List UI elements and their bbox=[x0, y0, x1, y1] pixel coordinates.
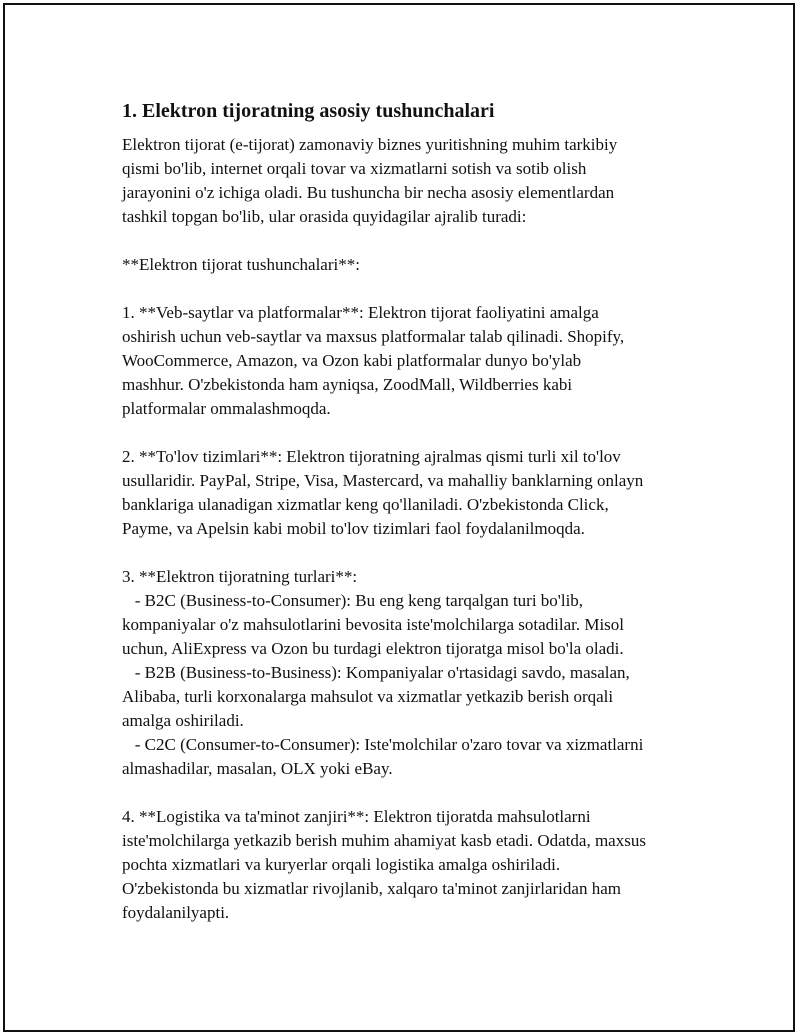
section-label: **Elektron tijorat tushunchalari**: bbox=[122, 255, 360, 274]
document-body bbox=[122, 97, 702, 925]
spacer bbox=[122, 541, 702, 565]
spacer bbox=[122, 277, 702, 301]
list-item-logistics: 4. **Logistika va ta'minot zanjiri**: Elektron tijoratda mahsulotlarni iste'molchilarga yetkazib berish muhim ahamiyat kasb etadi. Odatda, maxsus pochta xizmatlari va kuryerlar orqali logistika amalga oshiriladi. O'zbekistonda bu xizmatlar rivojlanib, xalqaro ta'minot zanjirlaridan ham foydalanilyapti. bbox=[122, 807, 646, 922]
spacer bbox=[122, 781, 702, 805]
page-frame bbox=[3, 3, 795, 1032]
document-title: 1. Elektron tijoratning asosiy tushunchalari bbox=[122, 100, 495, 122]
spacer bbox=[122, 421, 702, 445]
list-item-types: 3. **Elektron tijoratning turlari**: - B2C (Business-to-Consumer): Bu eng keng tarqalgan turi bo'lib, kompaniyalar o'z mahsulotlarini bevosita iste'molchilarga sotadilar. Misol uchun, AliExpress va Ozon bu turdagi elektron tijoratga misol bo'la oladi. - B2B (Business-to-Business): Kompaniyalar o'rtasidagi savdo, masalan, Alibaba, turli korxonalarga mahsulot va xizmatlar yetkazib berish orqali amalga oshiriladi. - C2C (Consumer-to-Consumer): Iste'molchilar o'zaro tovar va xizmatlarni almashadilar, masalan, OLX yoki eBay. bbox=[122, 567, 644, 778]
list-item-payments: 2. **To'lov tizimlari**: Elektron tijoratning ajralmas qismi turli xil to'lov usullaridir. PayPal, Stripe, Visa, Mastercard, va mahalliy banklarning onlayn banklariga ulanadigan xizmatlar keng qo'llaniladi. O'zbekistonda Click, Payme, va Apelsin kabi mobil to'lov tizimlari faol foydalanilmoqda. bbox=[122, 447, 644, 538]
intro-paragraph: Elektron tijorat (e-tijorat) zamonaviy biznes yuritishning muhim tarkibiy qismi bo'lib, internet orqali tovar va xizmatlarni sotish va sotib olish jarayonini o'z ichiga oladi. Bu tushuncha bir necha asosiy elementlardan tashkil topgan bo'lib, ular orasida quyidagilar ajralib turadi: bbox=[122, 135, 618, 226]
list-item-platforms: 1. **Veb-saytlar va platformalar**: Elektron tijorat faoliyatini amalga oshirish uchun veb-saytlar va maxsus platformalar talab qilinadi. Shopify, WooCommerce, Amazon, va Ozon kabi platformalar dunyo bo'ylab mashhur. O'zbekistonda ham ayniqsa, ZoodMall, Wildberries kabi platformalar ommalashmoqda. bbox=[122, 303, 625, 418]
spacer bbox=[122, 229, 702, 253]
